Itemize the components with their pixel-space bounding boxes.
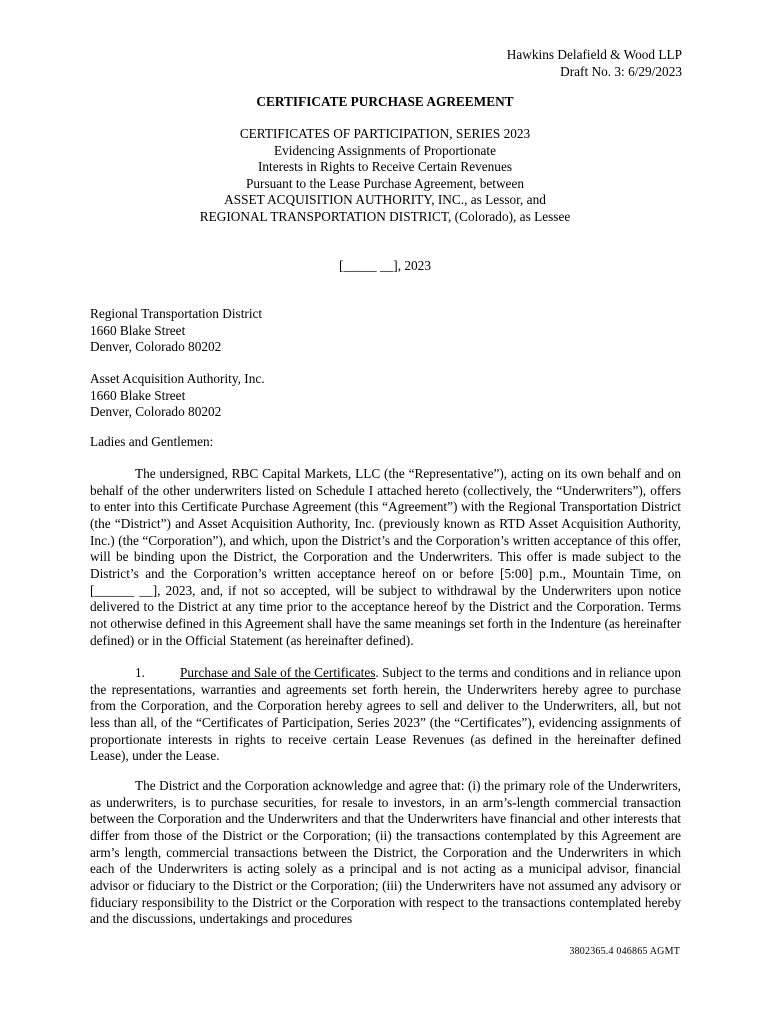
certificate-description	[0, 126, 770, 226]
address-line: 1660 Blake Street	[90, 387, 186, 403]
subtitle-line: CERTIFICATES OF PARTICIPATION, SERIES 2023	[239, 126, 531, 141]
document-code: 3802365.4 046865 AGMT	[569, 946, 680, 957]
document-title: CERTIFICATE PURCHASE AGREEMENT	[256, 94, 514, 109]
addressee-district	[90, 306, 262, 356]
offer-paragraph: The undersigned, RBC Capital Markets, LLC (the “Representative”), acting on its own behalf and on behalf of the other underwriters listed on Schedule I attached hereto (collectively, the “Underwriters”), offers to enter into this Certificate Purchase Agreement (this “Agreement”) with the Regional Transportation District (the “District”) and Asset Acquisition Authority, Inc. (previously known as RTD Asset Acquisition Authority, Inc.) (the “Corporation”), and which, upon the District’s and the Corporation’s written acceptance of this offer, will be binding upon the District, the Corporation and the Underwriters. This offer is made subject to the District’s and the Corporation’s written acceptance hereof on or before [5:00] p.m., Mountain Time, on [______ __], 2023, and, if not so accepted, will be subject to withdrawal by the Underwriters upon notice delivered to the District at any time prior to the acceptance hereof by the District and the Corporation. Terms not otherwise defined in this Agreement shall have the same meanings set forth in the Indenture (as hereinafter defined) or in the Official Statement (as hereinafter defined).	[90, 466, 681, 648]
agreement-date: [_____ __], 2023	[339, 258, 431, 273]
section-heading: Purchase and Sale of the Certificates	[180, 665, 376, 680]
subtitle-line: REGIONAL TRANSPORTATION DISTRICT, (Colorado), as Lessee	[199, 208, 571, 224]
addressee-corporation	[90, 371, 265, 421]
subtitle-line: Pursuant to the Lease Purchase Agreement, between	[245, 175, 525, 191]
draft-header	[507, 47, 682, 80]
law-firm-name: Hawkins Delafield & Wood LLP	[506, 47, 682, 62]
draft-number: Draft No. 3: 6/29/2023	[560, 63, 682, 79]
section-text: . Subject to the terms and conditions and in reliance upon the representations, warranties and agreements set forth herein, the Underwriters hereby agree to purchase from the Corporation, and the Corporation hereby agrees to sell and deliver to the Underwriters, all, but not less than all, of the “Certificates of Participation, Series 2023” (the “Certificates”), evidencing assignments of proportionate interests in rights to receive certain Lease Revenues (as defined in the hereinafter defined Lease), under the Lease.	[90, 665, 681, 764]
address-line: Denver, Colorado 80202	[90, 404, 222, 420]
address-line: Regional Transportation District	[90, 306, 263, 321]
acknowledgment-paragraph: The District and the Corporation acknowledge and agree that: (i) the primary role of the Underwriters, as underwriters, is to purchase securities, for resale to investors, in an arm’s-length commercial transaction between the Corporation and the Underwriters and that the Underwriters have financial and other interests that differ from those of the District or the Corporation; (ii) the transactions contemplated by this Agreement are arm’s length, commercial transactions between the District, the Corporation and the Underwriters in which each of the Underwriters is acting solely as a principal and is not acting as a municipal advisor, financial advisor or fiduciary to the District or the Corporation; (iii) the Underwriters have not assumed any advisory or fiduciary responsibility to the District or the Corporation with respect to the transactions contemplated hereby and the discussions, undertakings and procedures	[90, 778, 681, 927]
address-line: 1660 Blake Street	[90, 322, 186, 338]
subtitle-line: Evidencing Assignments of Proportionate	[274, 142, 496, 158]
section-number: 1.	[135, 665, 145, 680]
address-line: Denver, Colorado 80202	[90, 339, 222, 355]
address-line: Asset Acquisition Authority, Inc.	[90, 371, 265, 386]
salutation: Ladies and Gentlemen:	[90, 434, 214, 449]
subtitle-line: ASSET ACQUISITION AUTHORITY, INC., as Lessor, and	[224, 192, 546, 208]
section-1-paragraph	[90, 665, 681, 765]
subtitle-line: Interests in Rights to Receive Certain Revenues	[257, 159, 513, 175]
